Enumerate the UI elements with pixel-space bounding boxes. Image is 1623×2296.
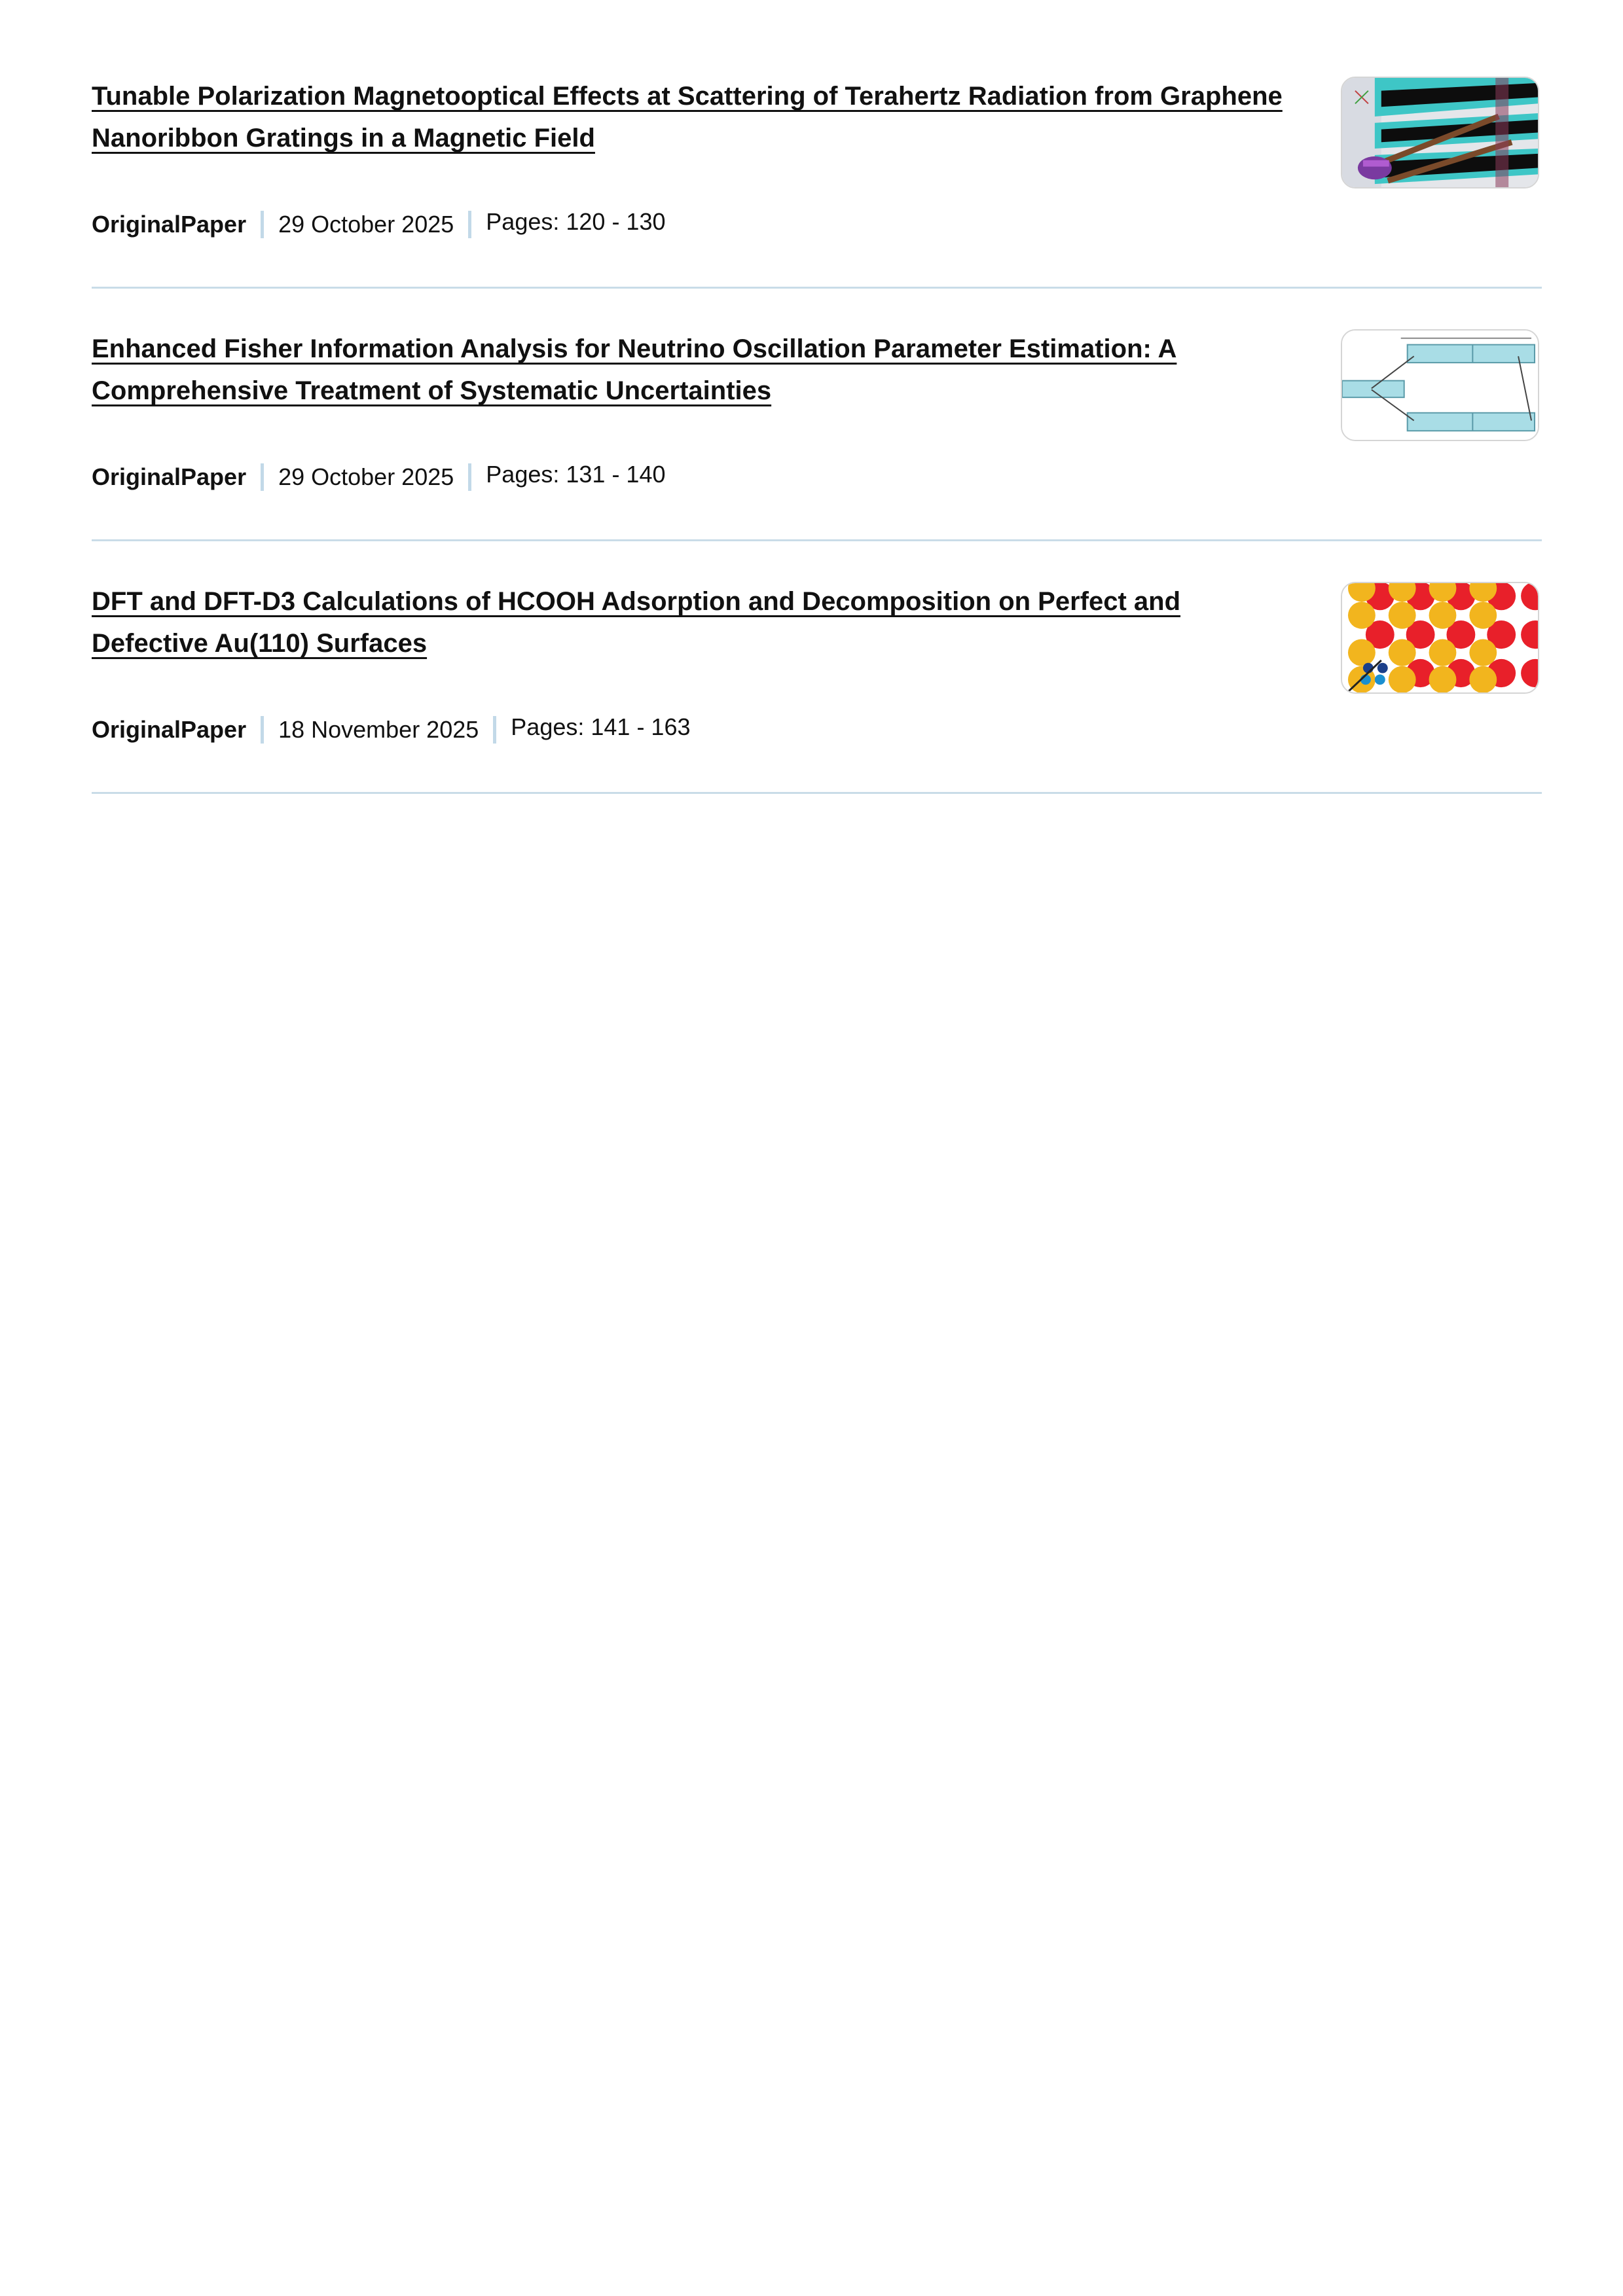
meta-separator [493,716,496,744]
article-item [92,36,1542,289]
meta-separator [468,211,471,238]
article-title-link[interactable]: Tunable Polarization Magnetooptical Effects at Scattering of Terahertz Radiation from Graphene Nanoribbon Gratings in a Magnetic Field [92,82,1283,152]
page-range [486,208,665,236]
article-meta [92,713,691,746]
article-item [92,289,1542,541]
meta-separator [468,463,471,491]
content-type: OriginalPaper [92,716,247,743]
article-title-link[interactable]: DFT and DFT-D3 Calculations of HCOOH Adsorption and Decomposition on Perfect and Defective Au(110) Surfaces [92,587,1181,658]
article-title [92,581,1290,664]
article-title-link[interactable]: Enhanced Fisher Information Analysis for Neutrino Oscillation Parameter Estimation: A Comprehensive Treatment of Systematic Uncertainties [92,334,1177,405]
pages-value: 120 - 130 [566,208,666,235]
article-thumbnail[interactable] [1341,582,1539,694]
content-type: OriginalPaper [92,463,247,490]
page-range [511,713,690,741]
publication-date: 18 November 2025 [278,716,479,743]
publication-date: 29 October 2025 [278,463,454,490]
pages-label: Pages: [511,713,585,740]
content-type: OriginalPaper [92,211,247,238]
pages-value: 141 - 163 [591,713,691,740]
article-title [92,328,1290,412]
meta-separator [261,463,264,491]
publication-date: 29 October 2025 [278,211,454,238]
page-range [486,461,665,488]
article-thumbnail[interactable] [1341,77,1539,188]
article-meta [92,461,666,493]
article-thumbnail[interactable] [1341,329,1539,441]
pages-label: Pages: [486,208,560,235]
article-meta [92,208,666,241]
article-title [92,75,1290,159]
article-item [92,541,1542,794]
meta-separator [261,211,264,238]
pages-label: Pages: [486,461,560,488]
pages-value: 131 - 140 [566,461,666,488]
meta-separator [261,716,264,744]
